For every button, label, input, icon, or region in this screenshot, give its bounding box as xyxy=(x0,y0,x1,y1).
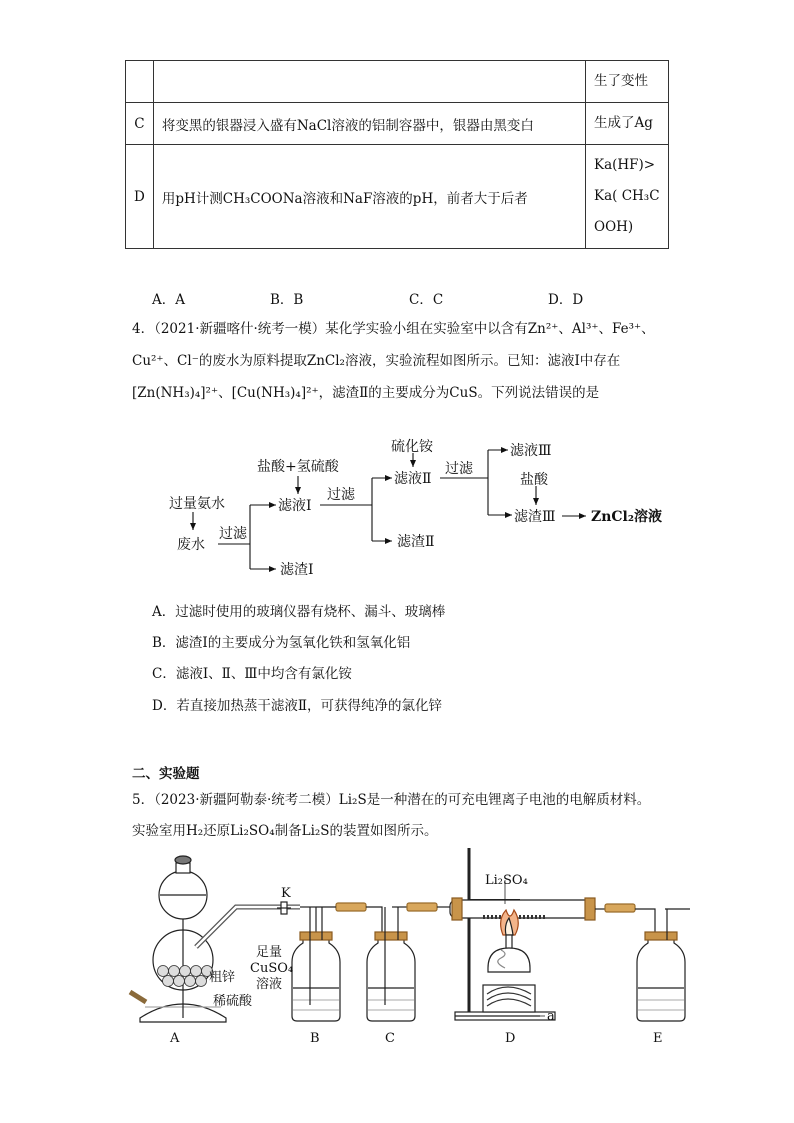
question-4-stem-line: 4．（2021·新疆喀什·统考一模）某化学实验小组在实验室中以含有Zn²⁺、Al³⁺、Fe³⁺、 xyxy=(132,321,655,337)
question-4-stem-line: [Zn(NH₃)₄]²⁺、[Cu(NH₃)₄]²⁺，滤渣Ⅱ的主要成分为CuS。下列说法错误的是 xyxy=(132,385,600,401)
question-4-option-c[interactable]: C．滤液Ⅰ、Ⅱ、Ⅲ中均含有氯化铵 xyxy=(152,666,352,682)
node-product: ZnCl₂溶液 xyxy=(591,509,662,525)
conclusion-line: Ka(HF)> xyxy=(594,157,656,173)
question-4-stem-line: Cu²⁺、Cl⁻的废水为原料提取ZnCl₂溶液，实验流程如图所示。已知：滤液Ⅰ中存在 xyxy=(132,353,621,369)
step-filter-1: 过滤 xyxy=(219,526,247,542)
reagent-ammonium-sulfide: 硫化铵 xyxy=(391,439,433,455)
conclusion-line: Ka( CH₃C xyxy=(594,188,660,204)
question-5-stem-line: 5．（2023·新疆阿勒泰·统考二模）Li₂S是一种潜在的可充电锂离子电池的电解质材料。 xyxy=(132,792,651,808)
node-residue-1: 滤渣Ⅰ xyxy=(280,562,314,578)
node-filtrate-3: 滤液Ⅲ xyxy=(510,443,552,459)
acid-label: 稀硫酸 xyxy=(213,994,253,1009)
li2so4-label: Li₂SO₄ xyxy=(485,873,528,888)
question-4-option-d[interactable]: D．若直接加热蒸干滤液Ⅱ，可获得纯净的氯化锌 xyxy=(152,698,442,714)
row-letter: D xyxy=(126,145,154,249)
question-5-stem-line: 实验室用H₂还原Li₂SO₄制备Li₂S的装置如图所示。 xyxy=(132,823,438,839)
row-operation: 将变黑的银器浸入盛有NaCl溶液的铝制容器中，银器由黑变白 xyxy=(153,103,585,145)
step-filter-3: 过滤 xyxy=(445,461,473,477)
step-filter-2: 过滤 xyxy=(327,487,355,503)
cuso4-label: 足量 xyxy=(256,945,283,960)
node-filtrate-1: 滤液Ⅰ xyxy=(278,498,312,514)
wash-bottle-c xyxy=(367,907,415,1021)
option-a[interactable]: A．A xyxy=(152,292,185,308)
row-conclusion: 生了变性 xyxy=(586,61,669,103)
reagent-ammonia: 过量氨水 xyxy=(169,496,225,512)
row-operation: 用pH计测CH₃COONa溶液和NaF溶液的pH，前者大于后者 xyxy=(153,145,585,249)
valve-k-label: K xyxy=(281,886,291,901)
zinc-pellets xyxy=(158,966,213,987)
option-c[interactable]: C．C xyxy=(409,292,444,308)
wash-bottle-e xyxy=(637,909,685,1021)
node-residue-3: 滤渣Ⅲ xyxy=(514,509,556,525)
cuso4-label: 溶液 xyxy=(256,977,283,992)
node-filtrate-2: 滤液Ⅱ xyxy=(394,471,432,487)
apparatus-label-e: E xyxy=(653,1031,663,1046)
cuso4-label: CuSO₄ xyxy=(250,961,294,976)
row-conclusion: 生成了Ag xyxy=(586,103,669,145)
option-b[interactable]: B．B xyxy=(270,292,304,308)
apparatus-label-c: C xyxy=(385,1031,395,1046)
apparatus-diagram xyxy=(0,840,794,1050)
section-heading: 二、实验题 xyxy=(132,766,200,782)
question-4-option-a[interactable]: A．过滤时使用的玻璃仪器有烧杯、漏斗、玻璃棒 xyxy=(152,604,446,620)
reagent-acids: 盐酸+氢硫酸 xyxy=(257,459,339,475)
row-letter: C xyxy=(126,103,154,145)
node-residue-2: 滤渣Ⅱ xyxy=(397,534,435,550)
node-wastewater: 废水 xyxy=(177,537,205,553)
apparatus-label-b: B xyxy=(310,1031,320,1046)
reagent-hcl: 盐酸 xyxy=(520,472,548,488)
conclusion-line: OOH) xyxy=(594,219,634,235)
leader-a-label: a xyxy=(547,1009,555,1024)
apparatus-label-d: D xyxy=(505,1031,516,1046)
zinc-label: 粗锌 xyxy=(209,970,236,985)
option-d[interactable]: D．D xyxy=(548,292,584,308)
valve-k xyxy=(277,902,291,914)
question-4-option-b[interactable]: B．滤渣Ⅰ的主要成分为氢氧化铁和氢氧化铝 xyxy=(152,635,411,651)
apparatus-label-a: A xyxy=(170,1031,180,1046)
